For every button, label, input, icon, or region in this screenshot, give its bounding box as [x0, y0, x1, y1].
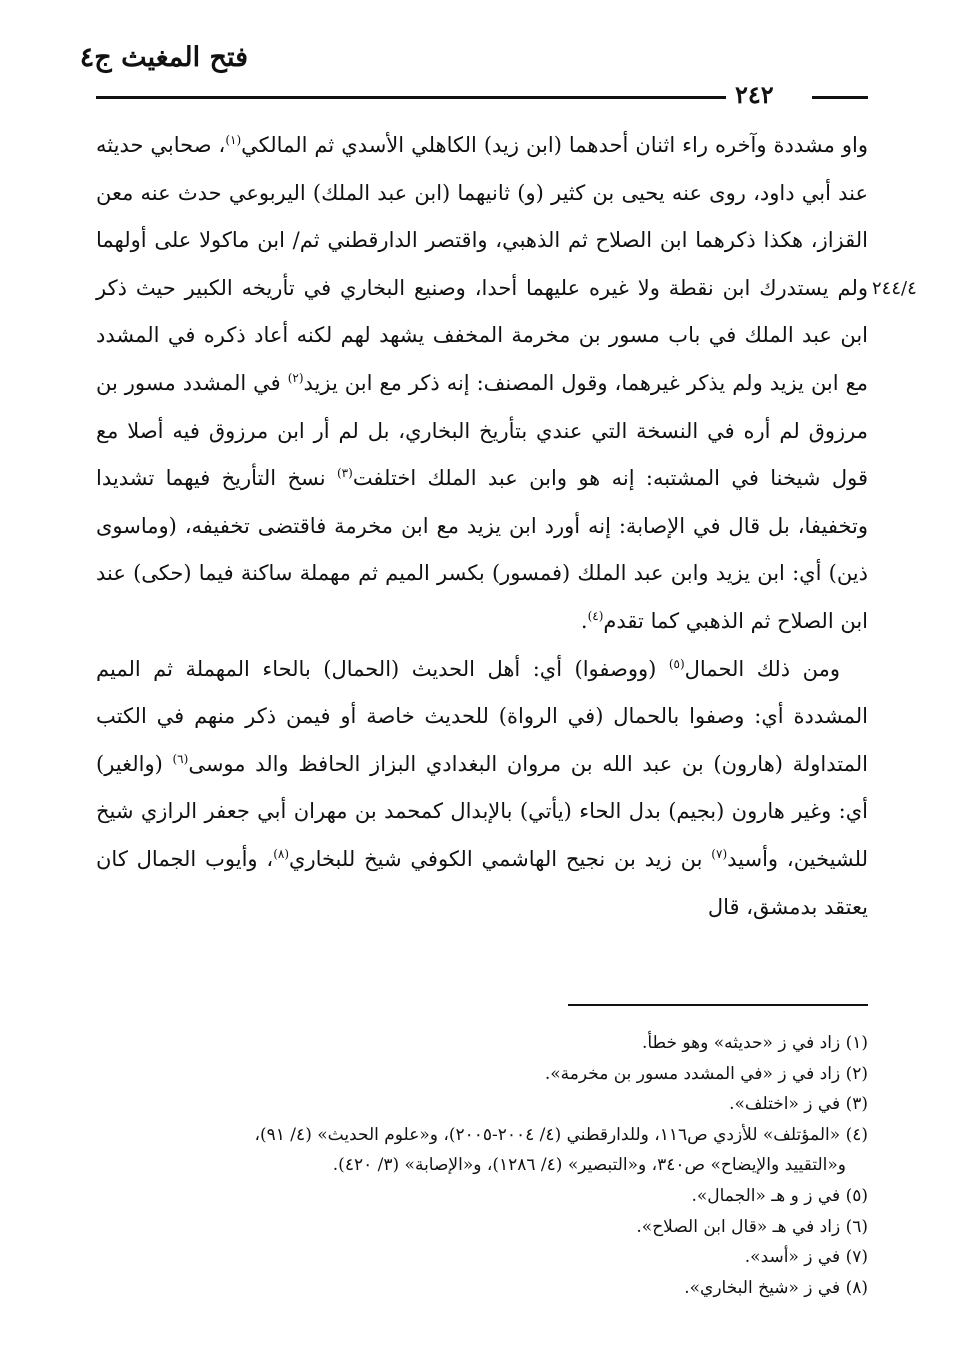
footnote-2: (٢) زاد في ز «في المشدد مسور بن مخرمة». — [544, 1063, 868, 1084]
running-title: فتح المغيث ج٤ — [79, 42, 248, 73]
header-rule-short — [812, 96, 868, 99]
paragraph-2 — [96, 646, 868, 932]
page-number: ٢٤٢ — [735, 80, 774, 109]
text-run: نسخ التأريخ فيهما تشديدا وتخفيفا، بل قال في الإصابة: إنه أورد ابن يزيد مع ابن مخرمة فاقتضى تخفيفه، (وماسوى ذين) أي: ابن يزيد وابن عبد الملك (فمسور) بكسر الميم ثم مهملة ساكنة فيما (حكى) عند ابن الصلاح ثم الذهبي كما تقدم — [96, 466, 868, 633]
footnote-8: (٨) في ز «شيخ البخاري». — [684, 1277, 868, 1298]
text-run: (ووصفوا) أي: أهل الحديث (الحمال) بالحاء المهملة ثم الميم المشددة أي: وصفوا بالحمال (في الرواة) للحديث خاصة أو فيمن ذكر منهم في الكتب المتداولة (هارون) بن عبد الله بن مروان البغدادي البزاز الحافظ والد موسى — [96, 656, 868, 776]
footnote-5: (٥) في ز و هـ «الجمال». — [691, 1185, 868, 1206]
text-run: بن زيد بن نجيح الهاشمي الكوفي شيخ للبخاري — [289, 846, 712, 871]
footnote-ref-2: (٢) — [287, 370, 304, 385]
footnote-1: (١) زاد في ز «حديثه» وهو خطأ. — [641, 1033, 868, 1053]
footnote-ref-7: (٧) — [711, 846, 728, 861]
text-run: في المشدد مسور بن مرزوق لم أره في النسخة التي عندي بتأريخ البخاري، بل لم أر ابن مرزوق فيه أصلا مع قول شيخنا في المشتبه: إنه هو وابن عبد الملك اختلفت — [96, 370, 868, 491]
footnote-ref-8: (٨) — [273, 846, 290, 861]
text-run: ، وأيوب الجمال كان يعتقد بدمشق، قال — [96, 846, 868, 919]
margin-page-reference: ٢٤٤/٤ — [872, 278, 917, 299]
paragraph-1 — [96, 122, 868, 646]
footnote-6: (٦) زاد في هـ «قال ابن الصلاح». — [636, 1216, 868, 1237]
footnote-ref-6: (٦) — [172, 751, 189, 766]
footnote-4-line-2: و«التقييد والإيضاح» ص٣٤٠، و«التبصير» (٤/ ١٢٨٦)، و«الإصابة» (٣/ ٤٢٠). — [332, 1155, 846, 1176]
text-run: (والغير) أي: وغير هارون (بجيم) بدل الحاء (يأتي) بالإبدال كمحمد بن مهران أبي جعفر الرازي شيخ للشيخين، وأسيد — [96, 751, 868, 871]
footnote-ref-1: (١) — [225, 133, 242, 147]
footnote-ref-5: (٥) — [668, 656, 685, 671]
main-text — [96, 122, 868, 931]
text-run: ومن ذلك الحمال — [684, 656, 840, 681]
footnote-3: (٣) في ز «اختلف». — [729, 1094, 868, 1115]
text-run: . — [580, 608, 588, 633]
text-run: واو مشددة وآخره راء اثنان أحدهما (ابن زيد) الكاهلي الأسدي ثم المالكي — [241, 133, 868, 157]
header-rule — [96, 96, 726, 99]
footnote-7: (٧) في ز «أسد». — [744, 1247, 868, 1268]
text-run: ، صحابي حديثه عند أبي داود، روى عنه يحيى بن كثير (و) ثانيهما (ابن عبد الملك) اليربوعي حدث عنه معن القزاز، هكذا ذكرهما ابن الصلاح ثم الذهبي، واقتصر الدارقطني ثم/ ابن ماكولا على أولهما ولم يستدرك ابن نقطة ولا غيره عليهما أحدا، وصنيع البخاري في تأريخه الكبير حيث ذكر ابن عبد الملك في باب مسور بن مخرمة المخفف يشهد لهم لكنه أعاد ذكره في المشدد مع ابن يزيد ولم يذكر غيرهما، وقول المصنف: إنه ذكر مع ابن يزيد — [96, 133, 869, 395]
footnote-ref-3: (٣) — [336, 466, 353, 481]
footnote-separator — [568, 1004, 868, 1006]
footnote-4-line-1: (٤) «المؤتلف» للأزدي ص١١٦، وللدارقطني (٤/ ٢٠٠٤-٢٠٠٥)، و«علوم الحديث» (٤/ ٩١)، — [254, 1124, 868, 1145]
footnotes — [96, 1028, 868, 1303]
footnote-4 — [96, 1120, 868, 1181]
footnote-ref-4: (٤) — [587, 608, 604, 623]
